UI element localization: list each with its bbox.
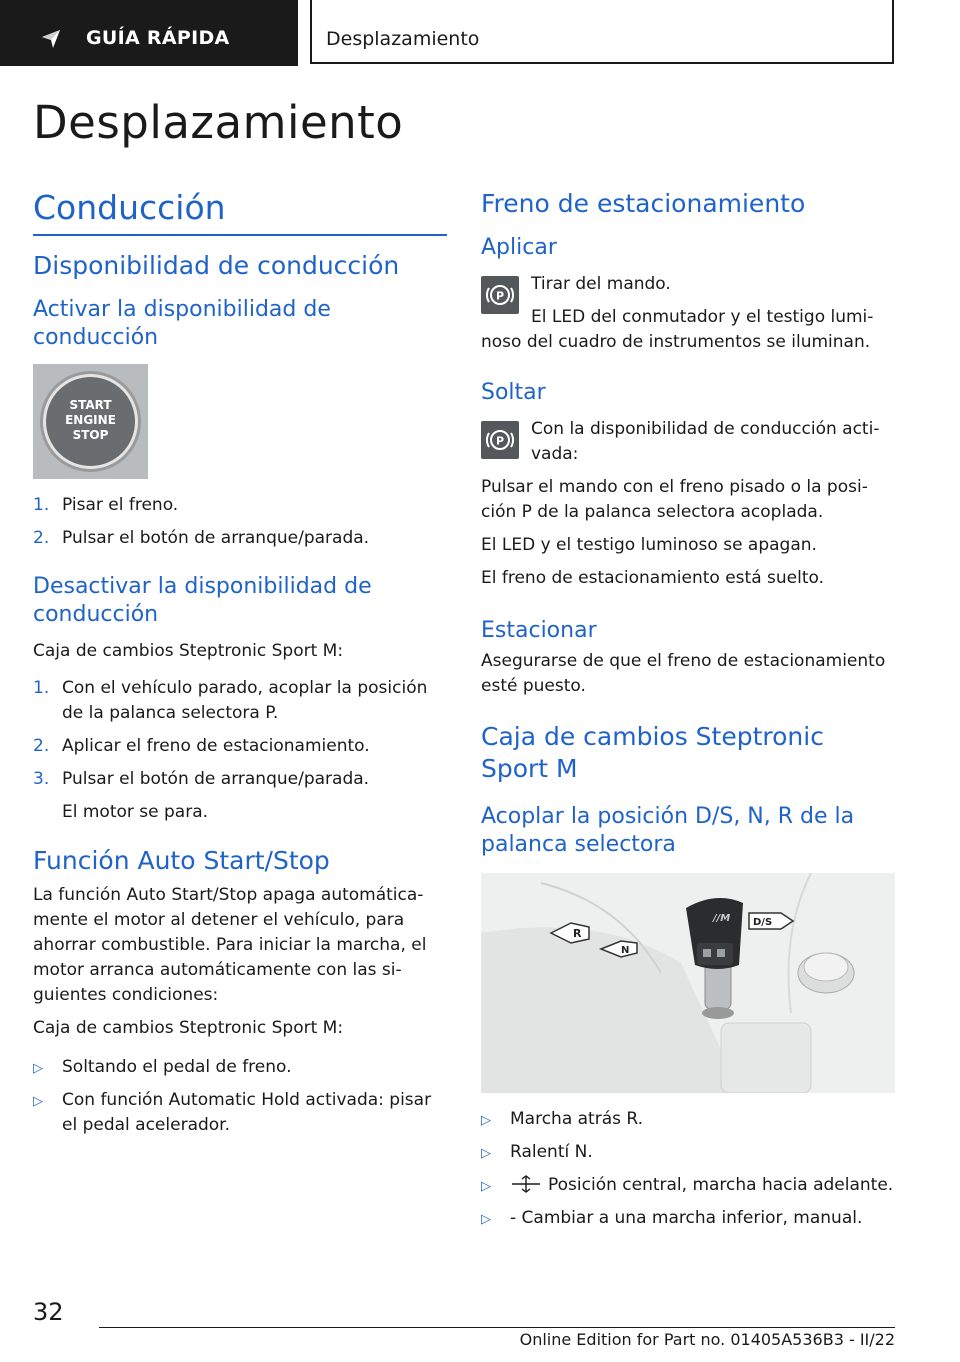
release-text-1: Con la disponibilidad de conducción activada: xyxy=(531,419,880,464)
step-number: 1. xyxy=(33,495,50,515)
list-item xyxy=(33,493,447,518)
bullet-triangle-icon: ▷ xyxy=(481,1179,491,1194)
quick-guide-tab[interactable] xyxy=(0,0,298,66)
parking-brake-icon xyxy=(481,276,519,314)
bullet-triangle-icon: ▷ xyxy=(481,1212,491,1227)
heading-activar: Activar la disponibilidad de conducción xyxy=(33,297,331,350)
step-text: Pulsar el botón de arranque/parada. xyxy=(62,528,370,548)
park-text: Asegurarse de que el freno de estacionamiento esté puesto. xyxy=(481,651,886,696)
button-image-text xyxy=(46,398,135,443)
item-text: Con función Automatic Hold activada: pisar el pedal acelerador. xyxy=(62,1090,432,1135)
list-item xyxy=(481,1173,895,1198)
page-number: 32 xyxy=(33,1298,64,1326)
heading-acoplar: Acoplar la posición D/S, N, R de la palanca selectora xyxy=(481,804,855,857)
deactivate-intro: Caja de cambios Steptronic Sport M: xyxy=(33,641,344,661)
deactivate-note: El motor se para. xyxy=(62,802,209,822)
autostart-text: La función Auto Start/Stop apaga automáticamente el motor al detener el vehículo, para ahorrar combustible. Para iniciar la marcha, el motor arranca automáticamente con las siguientes condiciones: xyxy=(33,885,427,1005)
heading-freno: Freno de estacionamiento xyxy=(481,189,806,218)
list-item xyxy=(481,1107,895,1132)
bullet-triangle-icon: ▷ xyxy=(481,1113,491,1128)
shifter-label-ds: D/S xyxy=(753,917,773,928)
step-text: Pisar el freno. xyxy=(62,495,179,515)
item-text: Ralentí N. xyxy=(510,1142,593,1162)
button-text-line: START xyxy=(69,398,112,412)
list-item xyxy=(33,1055,447,1080)
list-item xyxy=(33,734,447,759)
section-label: Desplazamiento xyxy=(326,28,480,50)
heading-disponibilidad: Disponibilidad de conducción xyxy=(33,251,400,280)
autostart-items xyxy=(33,1055,447,1138)
heading-caja-cambios: Caja de cambios Steptronic Sport M xyxy=(481,722,824,783)
apply-text-2: El LED del conmutador y el testigo luminoso del cuadro de instrumentos se iluminan. xyxy=(481,307,874,352)
autostart-intro: Caja de cambios Steptronic Sport M: xyxy=(33,1018,344,1038)
step-text: Con el vehículo parado, acoplar la posición de la palanca selectora P. xyxy=(62,678,428,723)
left-column xyxy=(33,182,447,1146)
list-item xyxy=(33,767,447,792)
heading-soltar: Soltar xyxy=(481,380,546,405)
gear-items xyxy=(481,1107,895,1231)
svg-text:P: P xyxy=(495,434,505,448)
button-text-line: STOP xyxy=(72,428,109,442)
edition-text: Online Edition for Part no. 01405A536B3 - II/22 xyxy=(519,1330,895,1349)
gear-selector-image xyxy=(481,873,895,1093)
list-item xyxy=(33,676,447,726)
quick-guide-label: GUÍA RÁPIDA xyxy=(86,27,230,49)
step-number: 3. xyxy=(33,769,50,789)
step-number: 1. xyxy=(33,678,50,698)
release-text-4: El freno de estacionamiento está suelto. xyxy=(481,568,824,588)
footer-rule xyxy=(99,1327,895,1328)
item-text: Marcha atrás R. xyxy=(510,1109,644,1129)
heading-conduccion: Conducción xyxy=(33,188,226,227)
step-number: 2. xyxy=(33,736,50,756)
right-column xyxy=(481,182,895,1239)
top-header xyxy=(0,0,960,66)
button-text-line: ENGINE xyxy=(65,413,116,427)
heading-aplicar: Aplicar xyxy=(481,235,557,260)
list-item xyxy=(481,1206,895,1231)
lightning-star-icon xyxy=(40,28,62,50)
start-stop-button-image xyxy=(33,364,148,479)
heading-desactivar: Desactivar la disponibilidad de conducción xyxy=(33,574,372,627)
shift-center-icon xyxy=(510,1175,542,1193)
heading-autostart: Función Auto Start/Stop xyxy=(33,846,330,875)
parking-brake-icon xyxy=(481,421,519,459)
svg-text:P: P xyxy=(495,289,505,303)
item-text: Posición central, marcha hacia adelante. xyxy=(548,1175,894,1195)
step-text: Aplicar el freno de estacionamiento. xyxy=(62,736,370,756)
step-number: 2. xyxy=(33,528,50,548)
svg-text://M: //M xyxy=(713,913,731,924)
release-block xyxy=(481,417,895,467)
bullet-triangle-icon: ▷ xyxy=(33,1094,43,1109)
shifter-label-n: N xyxy=(621,945,630,956)
list-item xyxy=(33,526,447,551)
heading-estacionar: Estacionar xyxy=(481,618,597,643)
deactivate-steps xyxy=(33,676,447,792)
list-item xyxy=(481,1140,895,1165)
page-title: Desplazamiento xyxy=(33,96,404,149)
apply-text-1: Tirar del mando. xyxy=(531,274,671,294)
release-text-3: El LED y el testigo luminoso se apagan. xyxy=(481,535,817,555)
list-item xyxy=(33,1088,447,1138)
step-text: Pulsar el botón de arranque/parada. xyxy=(62,769,370,789)
bullet-triangle-icon: ▷ xyxy=(481,1146,491,1161)
gear-selector-illustration xyxy=(481,873,895,1093)
activate-steps xyxy=(33,493,447,551)
item-text: Soltando el pedal de freno. xyxy=(62,1057,292,1077)
shifter-label-r: R xyxy=(573,927,582,940)
bullet-triangle-icon: ▷ xyxy=(33,1061,43,1076)
apply-block xyxy=(481,272,895,355)
release-text-2: Pulsar el mando con el freno pisado o la posición P de la palanca selectora acoplada. xyxy=(481,477,868,522)
item-text: - Cambiar a una marcha inferior, manual. xyxy=(510,1208,863,1228)
heading-rule xyxy=(33,234,447,236)
section-tab[interactable] xyxy=(310,0,894,64)
